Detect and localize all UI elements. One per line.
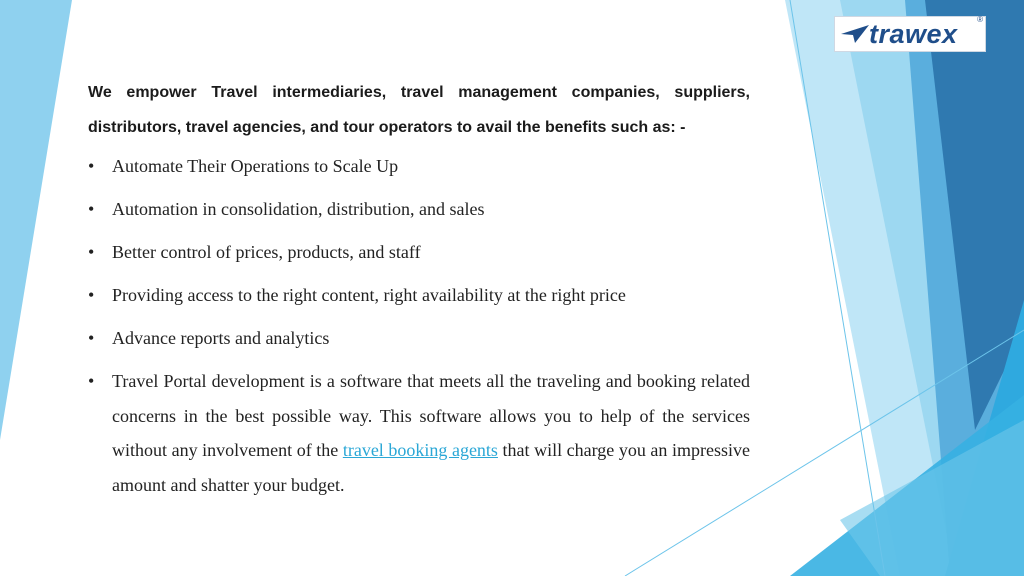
bullet: • xyxy=(88,371,95,391)
bullet: • xyxy=(88,199,95,219)
slide-content xyxy=(88,75,750,502)
list-item xyxy=(88,197,750,222)
list-item-text: Advance reports and analytics xyxy=(112,328,330,348)
benefits-list xyxy=(88,154,750,502)
list-item xyxy=(88,154,750,179)
bullet: • xyxy=(88,328,95,348)
plane-icon xyxy=(841,25,869,43)
registered-mark: ® xyxy=(977,15,983,24)
trawex-logo xyxy=(834,16,986,52)
list-item xyxy=(88,283,750,308)
list-item-text: Automate Their Operations to Scale Up xyxy=(112,156,399,176)
portal-text-after: that will charge you an impressive amount and shatter your budget. xyxy=(112,440,750,495)
list-item-text: Better control of prices, products, and staff xyxy=(112,242,421,262)
bullet: • xyxy=(88,156,95,176)
left-triangle xyxy=(0,0,72,440)
list-item xyxy=(88,240,750,265)
intro-heading: We empower Travel intermediaries, travel management companies, suppliers, distributors, travel agencies, and tour operators to avail the benefits such as: - xyxy=(88,84,750,136)
bullet: • xyxy=(88,285,95,305)
logo-text: trawex xyxy=(869,19,958,49)
travel-booking-agents-link[interactable]: travel booking agents xyxy=(342,440,498,460)
list-item-text: Providing access to the right content, right availability at the right price xyxy=(112,285,626,305)
bullet: • xyxy=(88,242,95,262)
list-item-portal xyxy=(88,364,750,502)
list-item xyxy=(88,326,750,351)
list-item-text: Automation in consolidation, distribution, and sales xyxy=(112,199,485,219)
portal-text-before: Travel Portal development is a software that meets all the traveling and booking related concerns in the best possible way. This software allows you to help of the services without any involvement of the xyxy=(112,371,750,460)
